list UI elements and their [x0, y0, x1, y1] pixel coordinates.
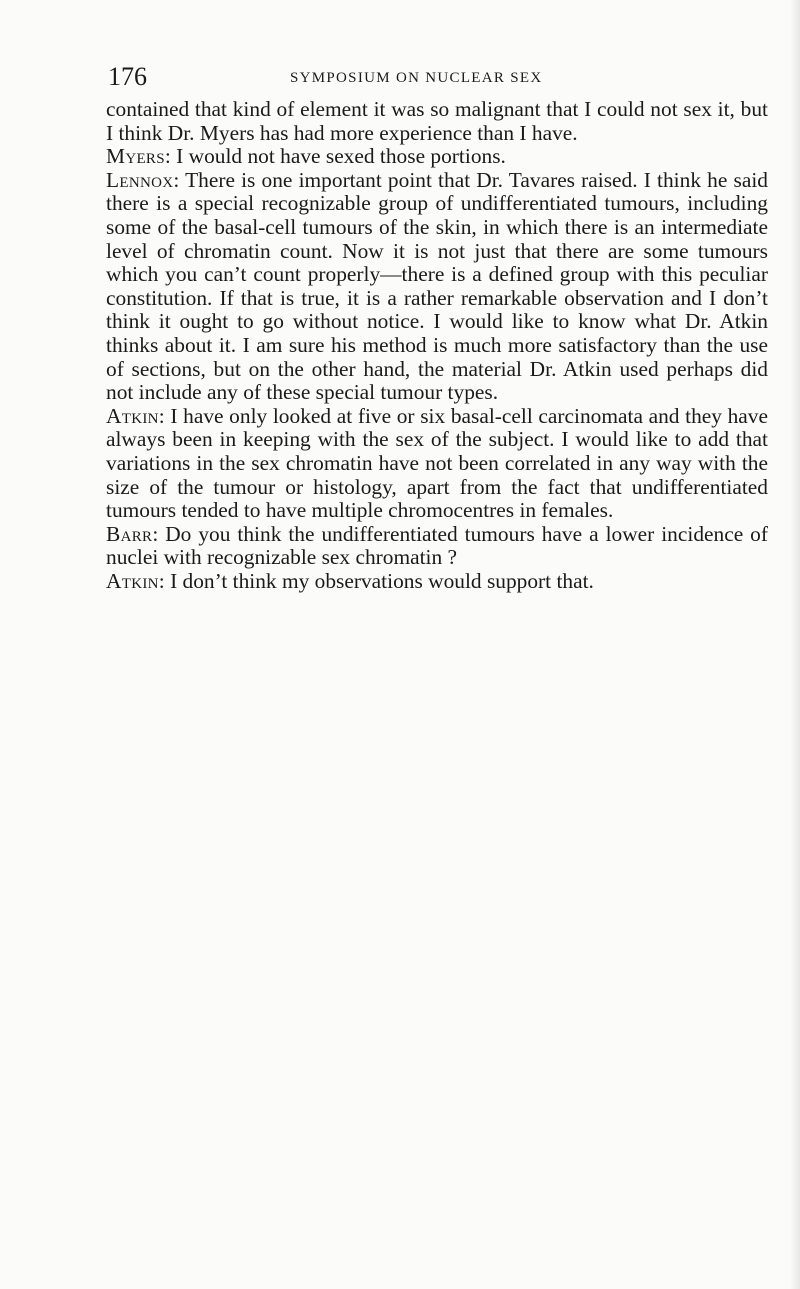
paragraph-barr	[106, 523, 768, 570]
paragraph-atkin-2	[106, 570, 768, 594]
speaker-name: Atkin	[106, 568, 159, 593]
book-page	[106, 62, 768, 593]
speaker-name: Myers	[106, 144, 165, 169]
paragraph-text: : There is one important point that Dr. Tavares raised. I think he said there is a special recognizable group of undifferentiated tumours, including some of the basal-cell tumours of the skin, in which there is an intermediate level of chromatin count. Now it is not just that there are some tumours which you can’t count properly—there is a defined group with this peculiar constitution. If that is true, it is a rather remarkable observation and I don’t think it ought to go without notice. I would like to know what Dr. Atkin thinks about it. I am sure his method is much more satisfactory than the use of sections, but on the other hand, the material Dr. Atkin used perhaps did not include any of these special tumour types.	[106, 167, 768, 405]
paragraph-lennox	[106, 169, 768, 405]
speaker-name: Atkin	[106, 403, 159, 428]
paragraph-atkin-1	[106, 405, 768, 523]
paragraph-text: : Do you think the undifferentiated tumours have a lower incidence of nuclei with recognizable sex chromatin ?	[106, 521, 768, 570]
paragraph-text: : I have only looked at five or six basal-cell carcinomata and they have always been in keeping with the sex of the subject. I would like to add that variations in the sex chromatin have not been correlated in any way with the size of the tumour or histology, apart from the fact that undifferentiated tumours tended to have multiple chromocentres in females.	[106, 403, 768, 523]
running-title: SYMPOSIUM ON NUCLEAR SEX	[290, 70, 543, 86]
speaker-name: Barr	[106, 521, 153, 546]
speaker-name: Lennox	[106, 167, 174, 192]
paragraph-text: : I don’t think my observations would support that.	[158, 568, 594, 593]
paragraph-text: : I would not have sexed those portions.	[164, 144, 506, 169]
paragraph-myers	[106, 145, 768, 169]
paragraph-text: contained that kind of element it was so malignant that I could not sex it, but I think Dr. Myers has had more experience than I have.	[106, 97, 768, 145]
body-text	[106, 98, 768, 593]
running-head	[106, 62, 768, 96]
page-edge-shadow	[790, 0, 800, 1289]
page-number: 176	[108, 62, 147, 91]
paragraph-continuation	[106, 98, 768, 145]
